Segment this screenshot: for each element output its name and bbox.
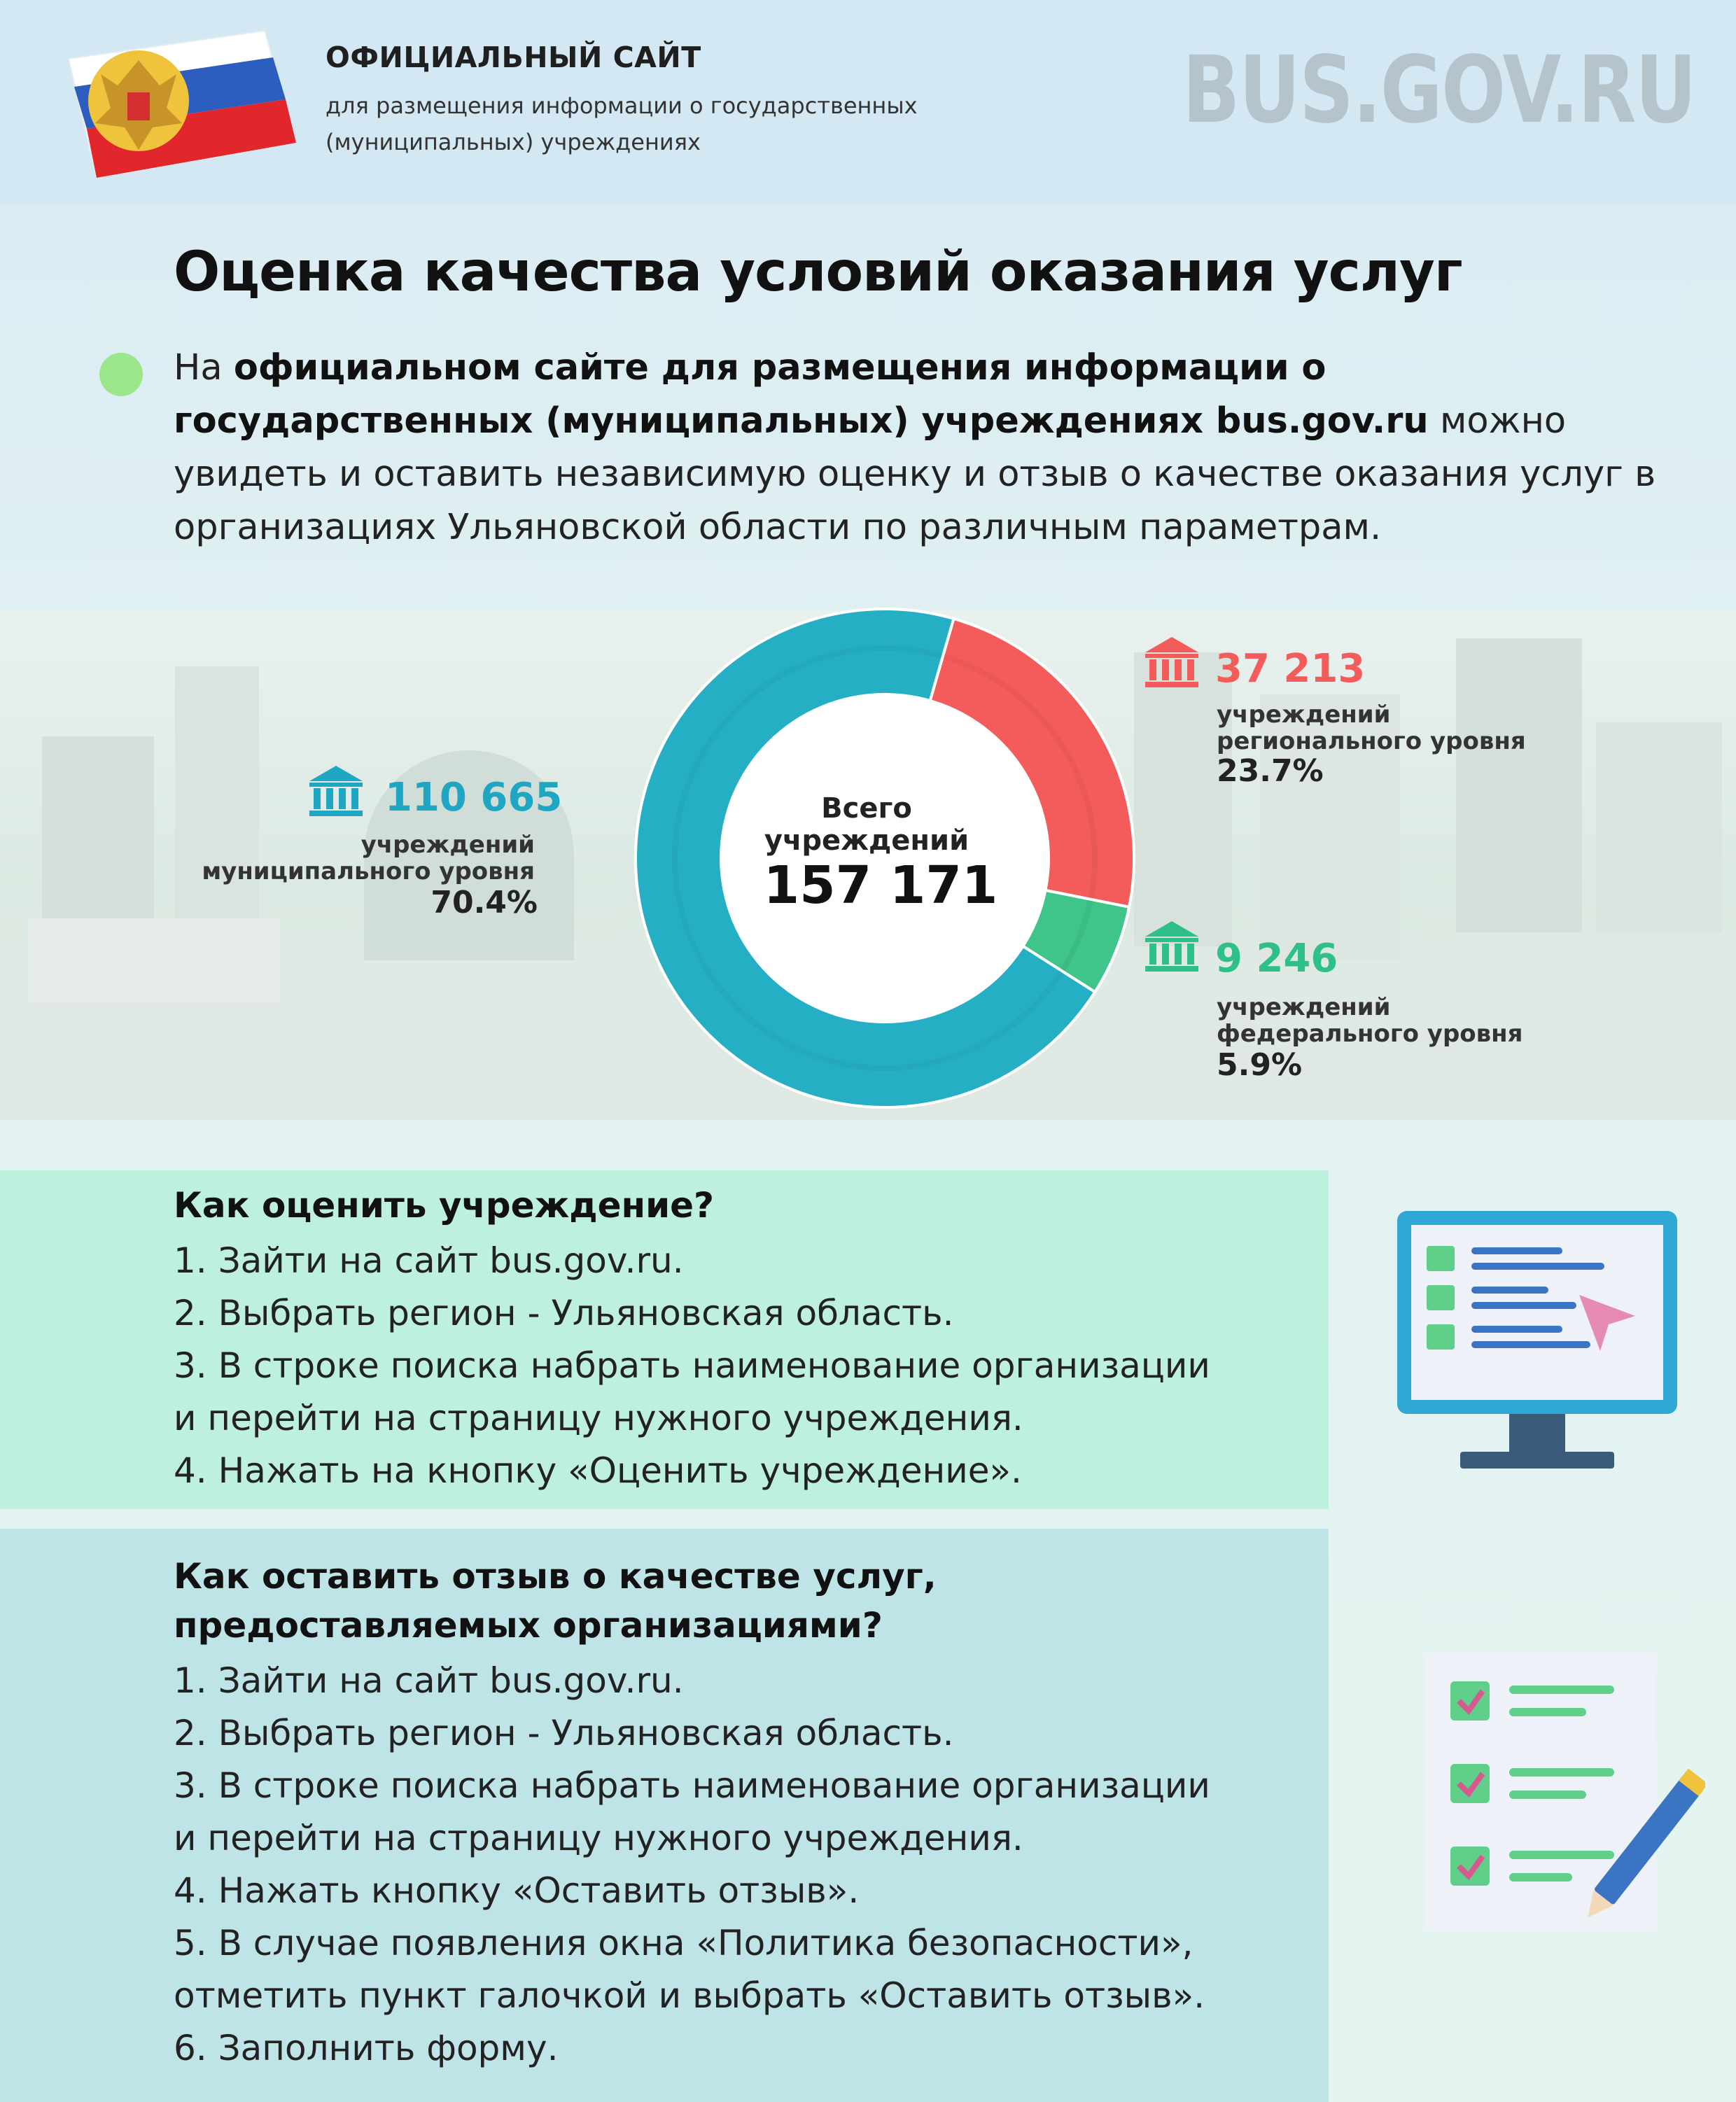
rate-step: и перейти на страницу нужного учреждения.	[174, 1398, 1023, 1438]
monitor-icon	[1390, 1204, 1684, 1484]
review-step: отметить пункт галочкой и выбрать «Оставить отзыв».	[174, 1975, 1205, 2016]
site-url: BUS.GOV.RU	[1182, 36, 1695, 144]
rate-step: 2. Выбрать регион - Ульяновская область.	[174, 1293, 954, 1333]
site-title: ОФИЦИАЛЬНЫЙ САЙТ	[326, 41, 701, 74]
municipal-percent: 70.4%	[430, 885, 538, 920]
page-title: Оценка качества условий оказания услуг	[174, 241, 1462, 304]
center-label-line1: Всего	[821, 792, 912, 825]
center-label-line2: учреждений	[764, 825, 969, 857]
regional-label-line1: учреждений	[1217, 701, 1391, 729]
review-step: 1. Зайти на сайт bus.gov.ru.	[174, 1660, 684, 1701]
regional-percent: 23.7%	[1217, 753, 1324, 789]
clipboard-icon	[1411, 1638, 1705, 1946]
how-to-review-heading-line1: Как оставить отзыв о качестве услуг,	[174, 1556, 937, 1597]
federal-label-line1: учреждений	[1217, 993, 1391, 1021]
review-step: 6. Заполнить форму.	[174, 2028, 559, 2068]
how-to-rate-steps	[174, 1235, 1322, 1497]
municipal-label-line1: учреждений	[360, 831, 535, 859]
how-to-rate-heading: Как оценить учреждение?	[174, 1185, 715, 1226]
how-to-review-steps	[174, 1655, 1322, 2075]
intro-bold: официальном сайте для размещения информации о государственных (муниципальных) учреждениях bus.gov.ru	[174, 347, 1429, 442]
rate-step: 1. Зайти на сайт bus.gov.ru.	[174, 1240, 684, 1281]
rate-step: 4. Нажать на кнопку «Оценить учреждение».	[174, 1450, 1022, 1491]
intro-rest: можно увидеть и оставить независимую оценку и отзыв о качестве оказания услуг в организациях Ульяновской области по различным параметрам.	[174, 400, 1656, 548]
institution-icon	[1145, 921, 1198, 972]
review-step: 5. В случае появления окна «Политика безопасности»,	[174, 1923, 1194, 1963]
municipal-count: 110 665	[385, 775, 563, 820]
intro-prefix: На	[174, 347, 234, 388]
review-step: 4. Нажать кнопку «Оставить отзыв».	[174, 1870, 860, 1911]
institution-icon	[1145, 637, 1198, 687]
municipal-label-line2: муниципального уровня	[202, 857, 535, 885]
site-subtitle-line2: (муниципальных) учреждениях	[326, 129, 701, 155]
review-step: 3. В строке поиска набрать наименование организации	[174, 1765, 1210, 1806]
review-step: и перейти на страницу нужного учреждения.	[174, 1818, 1023, 1858]
center-total: 157 171	[763, 855, 998, 916]
federal-label-line2: федерального уровня	[1217, 1020, 1523, 1048]
rate-step: 3. В строке поиска набрать наименование организации	[174, 1345, 1210, 1386]
regional-count: 37 213	[1215, 646, 1366, 692]
review-step: 2. Выбрать регион - Ульяновская область.	[174, 1713, 954, 1753]
how-to-review-heading-line2: предоставляемых организациями?	[174, 1605, 883, 1646]
checkbox-icon	[1450, 1764, 1490, 1803]
federal-count: 9 246	[1215, 936, 1338, 981]
regional-label-line2: регионального уровня	[1217, 727, 1526, 755]
site-subtitle-line1: для размещения информации о государственных	[326, 92, 918, 119]
federal-percent: 5.9%	[1217, 1047, 1303, 1083]
checkbox-icon	[1450, 1681, 1490, 1721]
institution-icon	[309, 766, 363, 816]
checkbox-icon	[1450, 1847, 1490, 1886]
